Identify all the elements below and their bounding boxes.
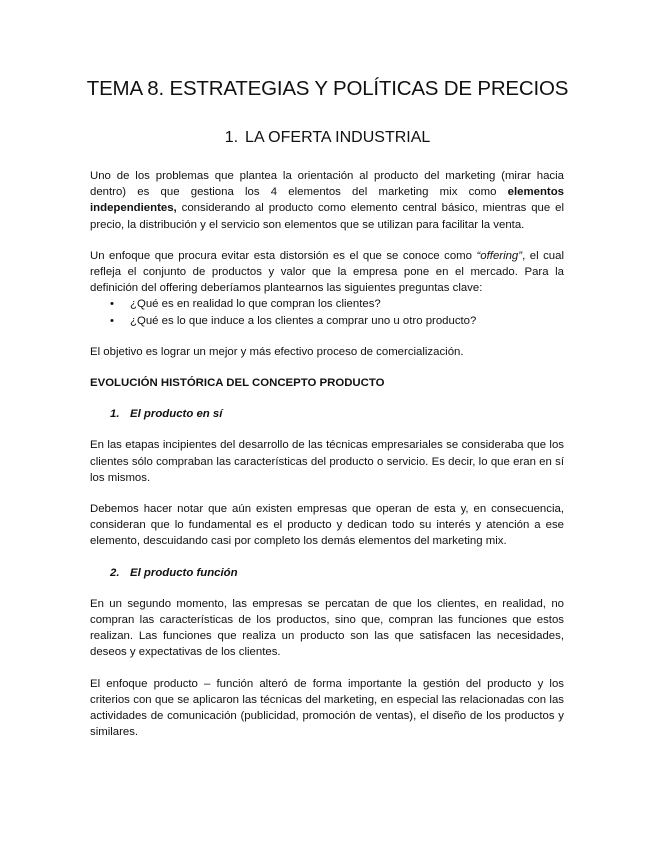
bold-text: elementos independientes,	[90, 186, 564, 215]
paragraph-offering	[90, 248, 564, 297]
subheading-product-itself	[90, 406, 564, 422]
bullet-list	[90, 296, 564, 328]
bullet-icon: •	[110, 298, 114, 311]
italic-text: “offering”	[476, 249, 523, 262]
paragraph-text: Uno de los problemas que plantea la orientación al producto del marketing (mirar hacia dentro) es que gestiona los 4 elementos del marketing mix como	[90, 170, 564, 199]
paragraph-early-stages: En las etapas incipientes del desarrollo de las técnicas empresariales se consideraba que los clientes sólo compraban las características del producto o servicio. Es decir, lo que eran en sí los mismos.	[90, 439, 564, 484]
subheading-number: 1.	[110, 408, 120, 421]
list-item	[90, 296, 564, 312]
paragraph-marketing-mix	[90, 168, 564, 233]
section-title-text: LA OFERTA INDUSTRIAL	[245, 129, 431, 146]
list-item-text: ¿Qué es en realidad lo que compran los clientes?	[130, 298, 381, 311]
document-title: TEMA 8. ESTRATEGIAS Y POLÍTICAS DE PRECIOS	[86, 77, 569, 100]
section-number: 1.	[224, 129, 239, 146]
list-item-text: ¿Qué es lo que induce a los clientes a comprar uno u otro producto?	[130, 314, 477, 327]
paragraph-text: considerando al producto como elemento central básico, mientras que el precio, la distribución y el servicio son elementos que se utilizan para facilitar la venta.	[90, 202, 564, 231]
paragraph-second-moment: En un segundo momento, las empresas se percatan de que los clientes, en realidad, no compran las características de los productos, sino que, compran las funciones que estos realizan. Las funciones que realiza un producto son las que satisfacen las necesidades, deseos y expectativas de los clientes.	[90, 597, 564, 659]
paragraph-text: , el cual refleja el conjunto de productos y valor que la empresa pone en el mercado. Para la definición del offering deberíamos plantearnos las siguientes preguntas clave:	[90, 249, 564, 295]
list-item	[90, 313, 564, 329]
subheading-text: El producto en sí	[130, 408, 223, 421]
paragraph-product-function: El enfoque producto – función alteró de forma importante la gestión del producto y los criterios con que se aplicaron las técnicas del marketing, en especial las relacionadas con las actividades de comunicación (publicidad, promoción de ventas), el diseño de los productos y similares.	[90, 677, 564, 739]
heading-evolution: EVOLUCIÓN HISTÓRICA DEL CONCEPTO PRODUCTO	[90, 377, 385, 390]
paragraph-objective: El objetivo es lograr un mejor y más efectivo proceso de comercialización.	[90, 345, 464, 358]
subheading-number: 2.	[110, 566, 120, 579]
subheading-text: El producto función	[130, 566, 238, 579]
subheading-product-function	[90, 565, 564, 581]
paragraph-companies: Debemos hacer notar que aún existen empresas que operan de esta y, en consecuencia, consideran que lo fundamental es el producto y dedican todo su interés y atención a ese elemento, descuidando casi por completo los demás elementos del marketing mix.	[90, 503, 564, 548]
bullet-icon: •	[110, 314, 114, 327]
document-body	[90, 168, 564, 755]
section-title	[0, 129, 655, 147]
paragraph-text: Un enfoque que procura evitar esta distorsión es el que se conoce como	[90, 249, 477, 262]
